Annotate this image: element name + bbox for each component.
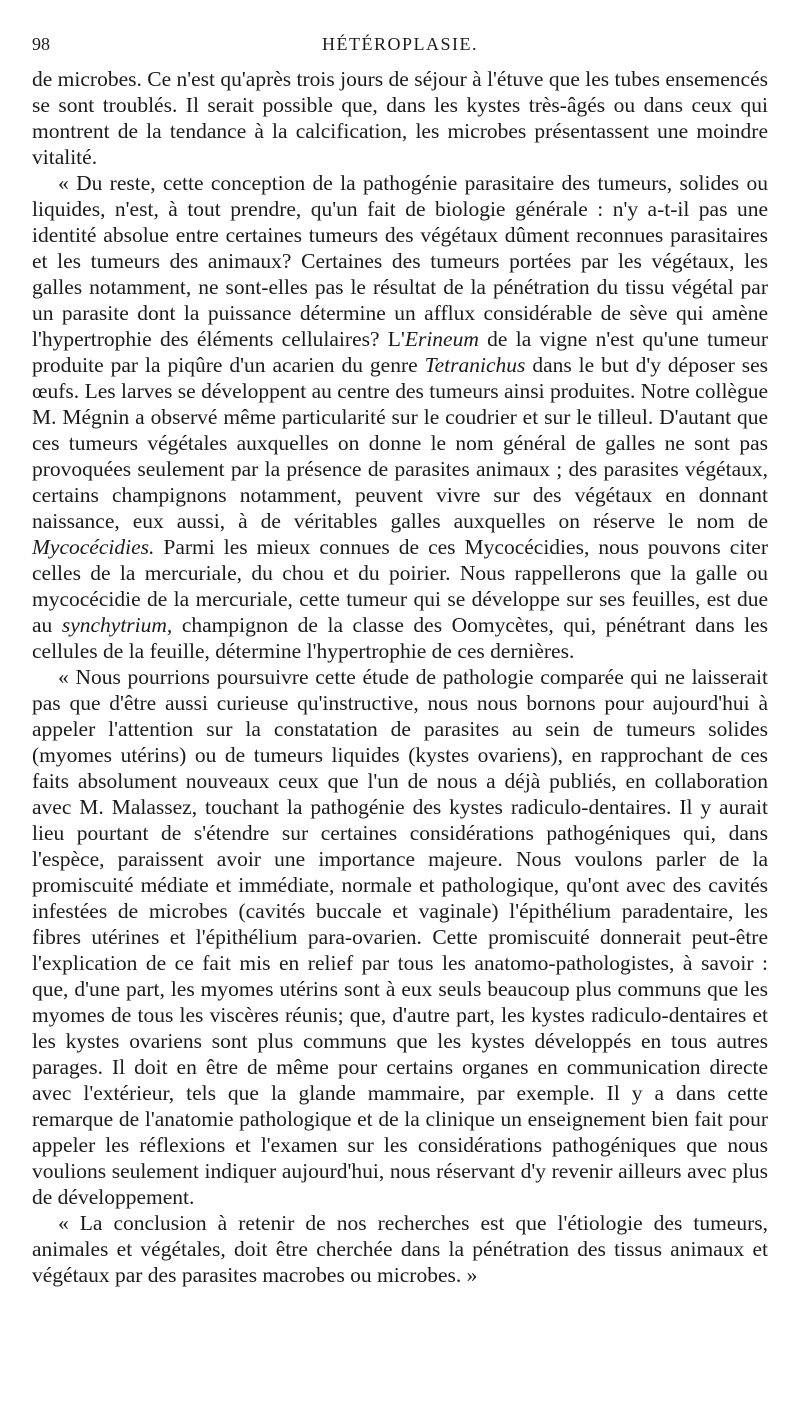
page-number: 98: [32, 34, 50, 54]
paragraph-text: champignon de la classe des Oomycètes, qui, pénétrant dans les cellules de la feuille, détermine l'hypertrophie de ces dernières.: [32, 613, 769, 663]
italic-term-synchytrium: synchytrium,: [61, 613, 173, 637]
italic-term-tetranichus: Tetranichus: [424, 353, 526, 377]
paragraph-1: [32, 66, 768, 170]
body-text: [32, 66, 768, 1288]
paragraph-text: de la vigne n'est qu'une tumeur produite par la piqûre d'un acarien du genre: [32, 327, 768, 377]
paragraph-text: « Du reste, cette conception de la pathogénie parasitaire des tumeurs, solides ou liquides, n'est, à tout prendre, qu'un fait de biologie générale : n'y a-t-il pas une identité absolue entre certaines tumeurs des végétaux dûment reconnues parasitaires et les tumeurs des animaux? Certaines des tumeurs portées par les végétaux, les galles notamment, ne sont-elles pas le résultat de la pénétration du tissu végétal par un parasite dont la puissance détermine un afflux considérable de sève qui amène l'hypertrophie des éléments cellulaires? L': [32, 171, 768, 351]
paragraph-4: [32, 1210, 768, 1288]
paragraph-text: de microbes. Ce n'est qu'après trois jours de séjour à l'étuve que les tubes ensemencés se sont troublés. Il serait possible que, dans les kystes très-âgés ou dans ceux qui montrent de la tendance à la calcification, les microbes présentassent une moindre vitalité.: [32, 67, 768, 169]
paragraph-3: [32, 664, 768, 1210]
page-header: [32, 30, 768, 58]
paragraph-2: [32, 170, 768, 664]
paragraph-text: « Nous pourrions poursuivre cette étude de pathologie comparée qui ne laisserait pas que d'être aussi curieuse qu'instructive, nous nous bornons pour aujourd'hui à appeler l'attention sur la constatation de parasites au sein de tumeurs solides (myomes utérins) ou de tumeurs liquides (kystes ovariens), en rapprochant de ces faits absolument nouveaux ceux que l'un de nous a déjà publiés, en collaboration avec M. Malassez, touchant la pathogénie des kystes radiculo-dentaires. Il y aurait lieu pourtant de s'étendre sur certaines considérations pathogéniques qui, dans l'espèce, paraissent avoir une importance majeure. Nous voulons parler de la promiscuité médiate et immédiate, normale et pathologique, qu'ont avec des cavités infestées de microbes (cavités buccale et vaginale) l'épithélium paradentaire, les fibres utérines et l'épithélium para-ovarien. Cette promiscuité donnerait peut-être l'explication de ce fait mis en relief par tous les anatomo-pathologistes, à savoir : que, d'une part, les myomes utérins sont à eux seuls beaucoup plus communs que les myomes de tous les viscères réunis; que, d'autre part, les kystes radiculo-dentaires et les kystes ovariens sont plus communs que les kystes développés en tous autres parages. Il doit en être de même pour certains organes en communication directe avec l'extérieur, tels que la glande mammaire, par exemple. Il y a dans cette remarque de l'anatomie pathologique et de la clinique un enseignement bien fait pour appeler les réflexions et l'examen sur les considérations pathogéniques que nous voulions seulement indiquer aujourd'hui, nous réservant d'y revenir ailleurs avec plus de développement.: [32, 665, 768, 1209]
paragraph-text: « La conclusion à retenir de nos recherches est que l'étiologie des tumeurs, animales et végétales, doit être cherchée dans la pénétration des tissus animaux et végétaux par des parasites macrobes ou microbes. »: [32, 1211, 768, 1287]
paragraph-text: Parmi les mieux connues de ces Mycocécidies, nous pouvons citer celles de la mercuriale, du chou et du poirier. Nous rappellerons que la galle ou mycocécidie de la mercuriale, cette tumeur qui se développe sur ses feuilles, est due au: [32, 535, 768, 637]
italic-term-mycocecidies: Mycocécidies.: [32, 535, 155, 559]
italic-term-erineum: Erineum: [404, 327, 479, 351]
running-title: HÉTÉROPLASIE.: [322, 34, 478, 54]
paragraph-text: dans le but d'y déposer ses œufs. Les larves se développent au centre des tumeurs ainsi produites. Notre collègue M. Mégnin a observé même particularité sur le coudrier et sur le tilleul. D'autant que ces tumeurs végétales auxquelles on donne le nom général de galles ne sont pas provoquées seulement par la présence de parasites animaux ; des parasites végétaux, certains champignons notamment, peuvent vivre sur des végétaux en donnant naissance, eux aussi, à de véritables galles auxquelles on réserve le nom de: [32, 353, 768, 533]
